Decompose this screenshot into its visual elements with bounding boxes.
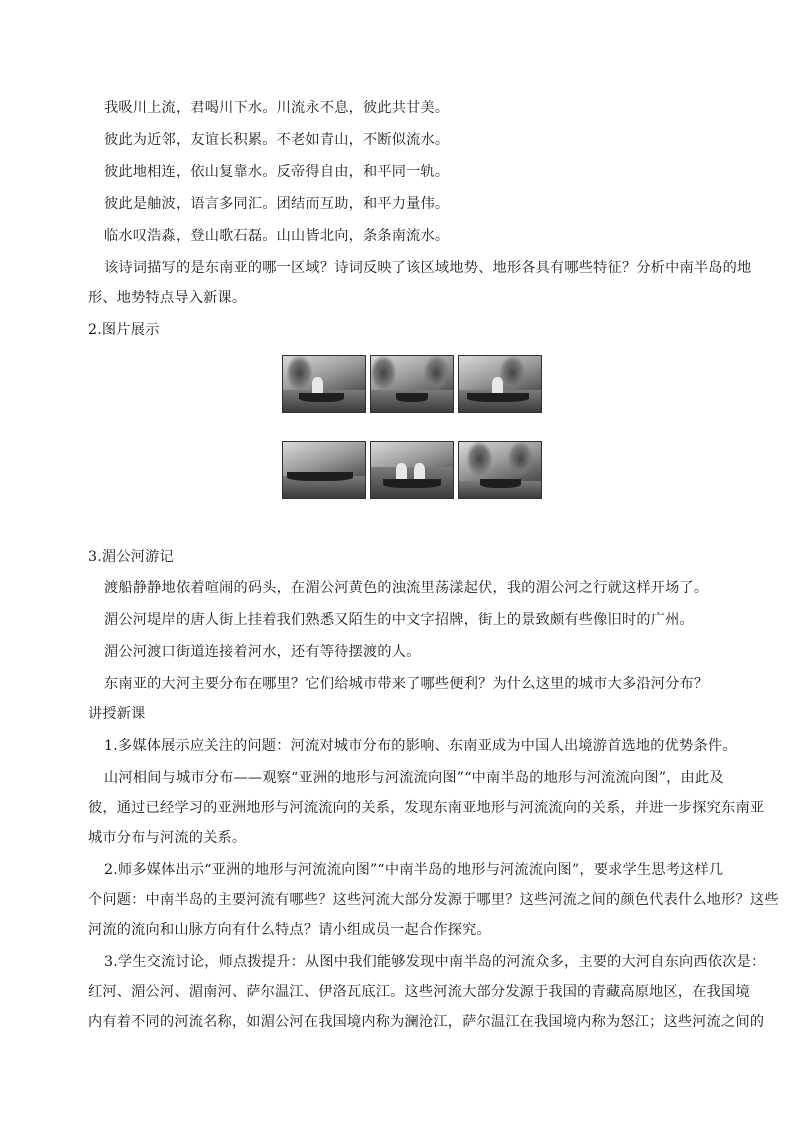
photo-river-market-5 [370, 441, 454, 499]
intro-question-line-1: 该诗词描写的是东南亚的哪一区域？诗词反映了该区域地势、地形各具有哪些特征？分析中南半岛的地 [104, 260, 752, 276]
lesson-p3-line-1: 2.师多媒体出示“亚洲的地形与河流流向图”“中南半岛的地形与河流流向图”，要求学生思考这样几 [104, 862, 724, 878]
photo-river-market-6 [458, 441, 542, 499]
lesson-p2-line-3: 城市分布与河流的关系。 [88, 830, 247, 846]
lesson-p3-line-3: 河流的流向和山脉方向有什么特点？请小组成员一起合作探究。 [88, 922, 491, 938]
section-heading-photos: 2.图片展示 [88, 322, 160, 338]
travel-line-4: 东南亚的大河主要分布在哪里？它们给城市带来了哪些便利？为什么这里的城市大多沿河分布？ [104, 676, 709, 692]
photo-river-market-3 [458, 355, 542, 413]
poem-line-4: 彼此是舳波，语言多同汇。团结而互助，和平力量伟。 [104, 196, 450, 212]
photo-river-market-1 [282, 355, 366, 413]
lesson-p4-line-3: 内有着不同的河流名称，如湄公河在我国境内称为澜沧江，萨尔温江在我国境内称为怒江；这些河流之间的 [88, 1014, 765, 1030]
section-heading-new-lesson: 讲授新课 [88, 706, 146, 722]
lesson-p2-line-2: 彼，通过已经学习的亚洲地形与河流流向的关系，发现东南亚地形与河流流向的关系，并进一步探究东南亚 [88, 800, 765, 816]
poem-line-5: 临水叹浩淼，登山歌石磊。山山皆北向，条条南流水。 [104, 228, 450, 244]
lesson-p4-line-2: 红河、湄公河、湄南河、萨尔温江、伊洛瓦底江。这些河流大部分发源于我国的青藏高原地区，在我国境 [88, 984, 750, 1000]
poem-line-2: 彼此为近邻，友谊长积累。不老如青山，不断似流水。 [104, 132, 450, 148]
lesson-p2-line-1: 山河相间与城市分布——观察“亚洲的地形与河流流向图”“中南半岛的地形与河流流向图”，由此及 [104, 770, 724, 786]
poem-line-3: 彼此地相连，依山复靠水。反帝得自由，和平同一轨。 [104, 164, 450, 180]
lesson-p1-line-1: 1.多媒体展示应关注的问题：河流对城市分布的影响、东南亚成为中国人出境游首选地的优势条件。 [104, 738, 737, 754]
travel-line-1: 渡船静静地依着喧闹的码头，在湄公河黄色的浊流里荡漾起伏，我的湄公河之行就这样开场了。 [104, 580, 709, 596]
photo-river-market-4 [282, 441, 366, 499]
travel-line-2: 湄公河堤岸的唐人街上挂着我们熟悉又陌生的中文字招牌，街上的景致颇有些像旧时的广州。 [104, 612, 694, 628]
intro-question-line-2: 形、地势特点导入新课。 [88, 290, 247, 306]
travel-line-3: 湄公河渡口街道连接着河水，还有等待摆渡的人。 [104, 644, 421, 660]
photo-river-market-2 [370, 355, 454, 413]
section-heading-mekong-travel: 3.湄公河游记 [88, 549, 174, 565]
poem-line-1: 我吸川上流，君喝川下水。川流永不息，彼此共甘美。 [104, 100, 450, 116]
lesson-p3-line-2: 个问题：中南半岛的主要河流有哪些？这些河流大部分发源于哪里？这些河流之间的颜色代表什么地形？这些 [88, 892, 779, 908]
lesson-p4-line-1: 3.学生交流讨论，师点拨提升：从图中我们能够发现中南半岛的河流众多，主要的大河自东向西依次是： [104, 954, 766, 970]
